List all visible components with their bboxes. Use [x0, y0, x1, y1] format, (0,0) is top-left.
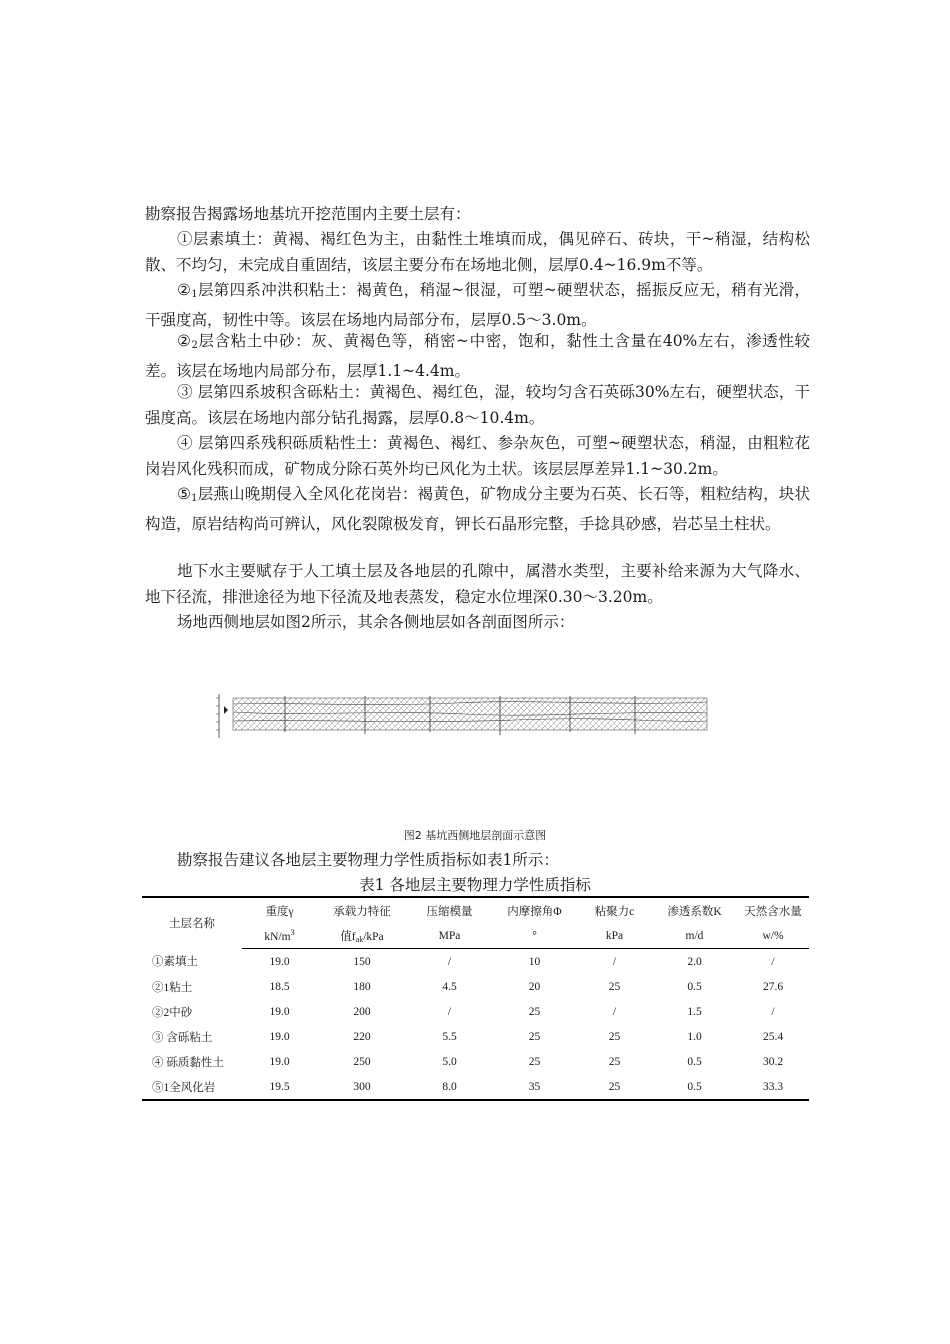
- unit-weight-unit: $kN/m^3$: [242, 923, 317, 949]
- table-row: [142, 1049, 809, 1074]
- cell-cohesion: /: [612, 955, 617, 968]
- layer2-2-marker: ②: [177, 332, 192, 350]
- water-content-unit: w/%: [737, 923, 809, 949]
- table-intro-paragraph: 勘察报告建议各地层主要物理力学性质指标如表1所示：: [177, 851, 559, 869]
- header-cohesion: 粘聚力c: [577, 897, 652, 923]
- cell-compression-modulus: 8.0: [407, 1074, 492, 1100]
- layer1-paragraph: ①层素填土：黄褐、褐红色为主，由黏性土堆填而成，偶见碎石、砖块，干~稍湿，结构松散、不均匀，未完成自重固结，该层主要分布在场地北侧，层厚0.4~16.9m不等。: [145, 230, 810, 274]
- cell-friction-angle: 25: [528, 1055, 541, 1068]
- cell-unit-weight: 19.5: [242, 1074, 317, 1100]
- figure-caption: 图2 基坑西侧地层剖面示意图: [403, 829, 547, 842]
- layer2-1-subscript: 1: [191, 289, 198, 300]
- west-side-paragraph: 场地西侧地层如图2所示，其余各侧地层如各剖面图所示：: [177, 613, 575, 631]
- stratigraphic-profile-figure: [215, 690, 710, 740]
- cell-cohesion: 25: [608, 1055, 621, 1068]
- table-row: [142, 1024, 809, 1049]
- cell-water-content: /: [771, 1005, 775, 1018]
- cell-unit-weight: 18.5: [269, 980, 290, 993]
- cell-unit-weight: 19.0: [269, 1055, 290, 1068]
- cell-unit-weight: 19.0: [269, 1005, 290, 1018]
- cell-cohesion: 25: [577, 1074, 652, 1100]
- cell-layer-name: ③ 含砾粘土: [152, 1031, 213, 1044]
- cell-permeability: 0.5: [687, 1055, 702, 1068]
- cell-compression-modulus: /: [447, 955, 452, 968]
- cell-friction-angle: 35: [492, 1074, 577, 1100]
- layer5-marker: ⑤: [177, 485, 192, 503]
- layer2-2-subscript: 2: [191, 340, 198, 351]
- cell-bearing-capacity: 200: [353, 1005, 371, 1018]
- header-water-content: 天然含水量: [737, 897, 809, 923]
- layer2-1-text: 层第四系冲洪积粘土：褐黄色，稍湿~很湿，可塑~硬塑状态，摇振反应无，稍有光滑，干强度高，韧性中等。该层在场地内局部分布，层厚0.5～3.0m。: [145, 281, 810, 329]
- layer3-paragraph: ③ 层第四系坡积含砾粘土：黄褐色、褐红色，湿，较均匀含石英砾30%左右，硬塑状态，干强度高。该层在场地内部分钻孔揭露，层厚0.8～10.4m。: [145, 383, 810, 427]
- table-row: [142, 1074, 809, 1100]
- cell-water-content: /: [771, 955, 775, 968]
- layer5-paragraph: [145, 482, 810, 537]
- cell-water-content: 30.2: [762, 1055, 784, 1068]
- cell-cohesion: /: [612, 1005, 617, 1018]
- cell-layer-name: ④ 砾质黏性土: [152, 1056, 224, 1069]
- friction-angle-unit: °: [492, 923, 577, 949]
- cell-unit-weight: 19.0: [269, 1030, 290, 1043]
- cell-compression-modulus: 5.0: [442, 1055, 457, 1068]
- compression-modulus-unit: MPa: [407, 923, 492, 949]
- cell-compression-modulus: 5.5: [442, 1030, 457, 1043]
- layer2-1-paragraph: [145, 278, 810, 333]
- table-row: [142, 999, 809, 1024]
- cell-unit-weight: 19.0: [269, 955, 290, 968]
- cell-layer-name: ②1粘土: [152, 981, 193, 994]
- cell-layer-name: ①素填土: [152, 956, 198, 969]
- table-row: [142, 949, 809, 975]
- header-bearing-capacity: 承载力特征: [317, 897, 407, 923]
- cell-permeability: 0.5: [652, 1074, 737, 1100]
- header-friction-angle: 内摩擦角Φ: [492, 897, 577, 923]
- cell-bearing-capacity: 150: [353, 955, 371, 968]
- properties-table: [142, 896, 809, 1101]
- groundwater-paragraph: 地下水主要赋存于人工填土层及各地层的孔隙中，属潜水类型，主要补给来源为大气降水、地下径流，排泄途径为地下径流及地表蒸发，稳定水位埋深0.30～3.20m。: [145, 562, 810, 606]
- cell-bearing-capacity: 300: [317, 1074, 407, 1100]
- cell-bearing-capacity: 250: [353, 1055, 371, 1068]
- cell-friction-angle: 25: [528, 1005, 541, 1018]
- bearing-capacity-unit: 值$f_{ak}$/kPa: [317, 923, 407, 949]
- cell-water-content: 27.6: [762, 980, 784, 993]
- cell-friction-angle: 25: [528, 1030, 541, 1043]
- layer5-text: 层燕山晚期侵入全风化花岗岩：褐黄色，矿物成分主要为石英、长石等，粗粒结构，块状构造，原岩结构尚可辨认，风化裂隙极发育，钾长石晶形完整，手捻具砂感，岩芯呈土柱状。: [145, 485, 810, 533]
- cell-layer-name: ⑤1全风化岩: [142, 1074, 242, 1100]
- cell-permeability: 0.5: [687, 980, 702, 993]
- cohesion-unit: kPa: [577, 923, 652, 949]
- cell-cohesion: 25: [608, 980, 621, 993]
- cell-water-content: 25.4: [762, 1030, 784, 1043]
- intro-paragraph: 勘察报告揭露场地基坑开挖范围内主要土层有：: [145, 205, 471, 223]
- table-row: [142, 974, 809, 999]
- layer5-subscript: 1: [191, 493, 198, 504]
- layer2-2-text: 层含粘土中砂：灰、黄褐色等，稍密~中密，饱和，黏性土含量在40%左右，渗透性较差。该层在场地内局部分布，层厚1.1~4.4m。: [145, 332, 810, 380]
- cell-permeability: 1.0: [687, 1030, 702, 1043]
- cell-friction-angle: 10: [528, 955, 541, 968]
- table-title: 表1 各地层主要物理力学性质指标: [359, 876, 591, 894]
- layer2-2-paragraph: [145, 329, 810, 384]
- layer2-1-marker: ②: [177, 281, 192, 299]
- header-layer-name: 土层名称: [142, 897, 242, 949]
- layer4-paragraph: ④ 层第四系残积砾质粘性土：黄褐色、褐红、参杂灰色，可塑~硬塑状态，稍湿，由粗粒花岗岩风化残积而成，矿物成分除石英外均已风化为土状。该层层厚差异1.1~30.2m。: [145, 434, 810, 478]
- cell-layer-name: ②2中砂: [152, 1006, 193, 1019]
- header-permeability: 渗透系数K: [652, 897, 737, 923]
- table-unit-row: [142, 923, 809, 949]
- header-unit-weight: 重度γ: [242, 897, 317, 923]
- cell-cohesion: 25: [608, 1030, 621, 1043]
- header-compression-modulus: 压缩模量: [407, 897, 492, 923]
- cell-permeability: 1.5: [687, 1005, 702, 1018]
- cell-bearing-capacity: 180: [353, 980, 371, 993]
- table-header-row: [142, 897, 809, 923]
- permeability-unit: m/d: [652, 923, 737, 949]
- cell-water-content: 33.3: [737, 1074, 809, 1100]
- cell-compression-modulus: /: [447, 1005, 452, 1018]
- cell-compression-modulus: 4.5: [442, 980, 457, 993]
- cell-bearing-capacity: 220: [353, 1030, 371, 1043]
- cell-permeability: 2.0: [687, 955, 702, 968]
- cell-friction-angle: 20: [528, 980, 541, 993]
- depth-scale: [216, 694, 228, 738]
